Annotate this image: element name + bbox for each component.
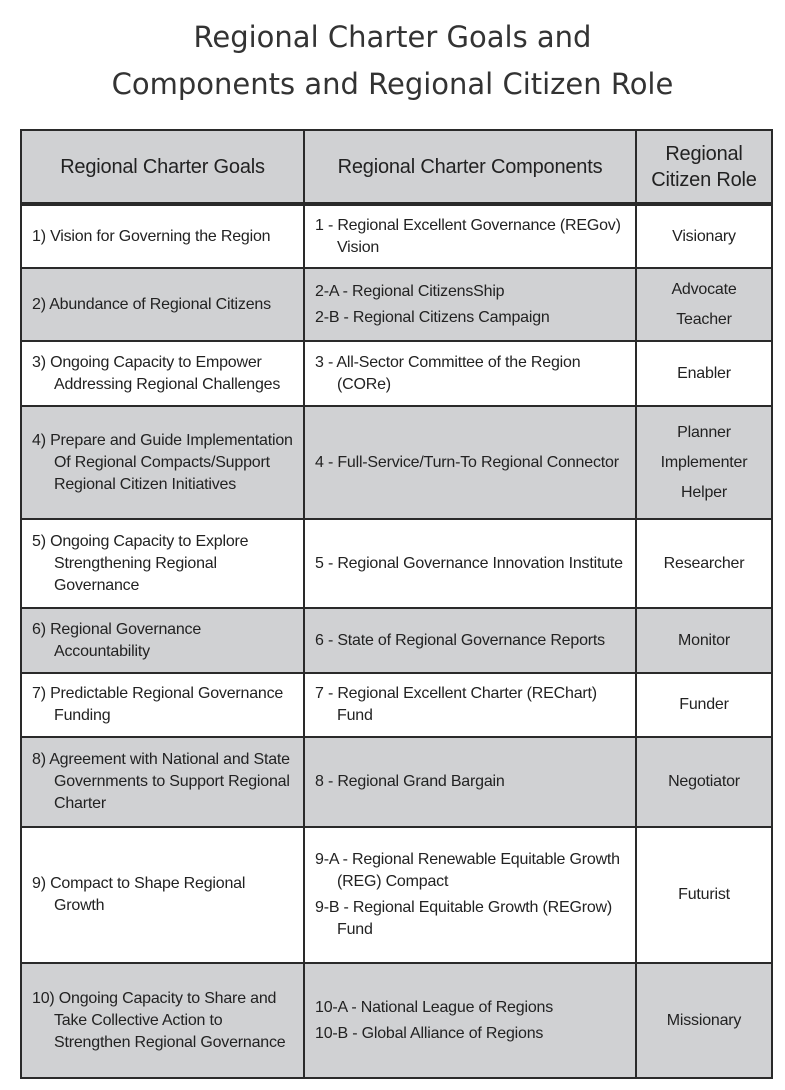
component-text: 9-A - Regional Renewable Equitable Growth (REG) Compact: [315, 851, 620, 890]
role-cell: [636, 268, 772, 341]
component-text: 1 - Regional Excellent Governance (REGov) Vision: [315, 216, 621, 256]
component-text: 8 - Regional Grand Bargain: [315, 773, 505, 790]
table-row: [21, 737, 772, 827]
goal-text: 5) Ongoing Capacity to Explore Strengthening Regional Governance: [32, 532, 249, 594]
component-cell: [304, 963, 636, 1078]
role-cell: [636, 204, 772, 268]
component-cell: [304, 519, 636, 608]
role-cell: [636, 341, 772, 406]
component-cell: [304, 268, 636, 341]
goal-text: 10) Ongoing Capacity to Share and Take Collective Action to Strengthen Regional Governance: [32, 989, 286, 1051]
component-text: 10-B - Global Alliance of Regions: [315, 1024, 544, 1042]
role-text: Visionary: [672, 227, 736, 245]
table-row: [21, 204, 772, 268]
goal-cell: [21, 341, 304, 406]
role-text: Researcher: [663, 554, 745, 572]
table-row: [21, 608, 772, 673]
goal-text: 7) Predictable Regional Governance Funding: [32, 685, 284, 724]
role-text: Missionary: [666, 1011, 742, 1029]
component-text: 7 - Regional Excellent Charter (REChart) Fund: [315, 685, 597, 724]
title-line-2: Components and Regional Citizen Role: [111, 67, 674, 101]
role-cell: [636, 519, 772, 608]
component-cell: [304, 673, 636, 737]
table-row: [21, 406, 772, 519]
table-row: [21, 519, 772, 608]
goal-text: 4) Prepare and Guide Implementation Of Regional Compacts/Support Regional Citizen Initiatives: [32, 431, 293, 493]
component-cell: [304, 827, 636, 963]
role-text: Helper: [681, 483, 727, 501]
goal-text: 2) Abundance of Regional Citizens: [32, 295, 271, 313]
goal-text: 9) Compact to Shape Regional Growth: [32, 875, 246, 914]
table-row: [21, 963, 772, 1078]
role-cell: [636, 737, 772, 827]
table-row: [21, 268, 772, 341]
component-text: 5 - Regional Governance Innovation Institute: [315, 554, 623, 572]
component-text: 9-B - Regional Equitable Growth (REGrow) Fund: [315, 899, 613, 938]
role-text: Advocate: [671, 280, 737, 298]
component-text: 6 - State of Regional Governance Reports: [315, 631, 605, 649]
header-components: Regional Charter Components: [304, 130, 636, 204]
role-text: Futurist: [678, 886, 730, 903]
page-title: [0, 14, 785, 108]
component-cell: [304, 406, 636, 519]
table-row: [21, 341, 772, 406]
component-cell: [304, 341, 636, 406]
role-text: Enabler: [677, 364, 731, 382]
role-text: Planner: [677, 423, 731, 441]
role-text: Negotiator: [668, 773, 740, 790]
role-cell: [636, 608, 772, 673]
component-text: 10-A - National League of Regions: [315, 998, 554, 1016]
goal-text: 6) Regional Governance Accountability: [32, 620, 202, 660]
role-cell: [636, 827, 772, 963]
goal-text: 8) Agreement with National and State Governments to Support Regional Charter: [32, 751, 290, 812]
component-text: 2-A - Regional CitizensShip: [315, 282, 505, 300]
header-row: [21, 130, 772, 204]
goal-cell: [21, 827, 304, 963]
goal-cell: [21, 204, 304, 268]
role-text: Implementer: [660, 453, 748, 471]
role-cell: [636, 406, 772, 519]
goal-cell: [21, 406, 304, 519]
title-line-1: Regional Charter Goals and: [193, 20, 592, 54]
role-text: Teacher: [676, 310, 732, 328]
goal-text: 1) Vision for Governing the Region: [32, 227, 271, 245]
header-role: Regional Citizen Role: [636, 130, 772, 204]
role-text: Monitor: [678, 631, 730, 649]
component-cell: [304, 737, 636, 827]
role-text: Funder: [679, 696, 729, 713]
goal-text: 3) Ongoing Capacity to Empower Addressing Regional Challenges: [32, 353, 281, 393]
table-row: [21, 827, 772, 963]
goal-cell: [21, 963, 304, 1078]
role-cell: [636, 963, 772, 1078]
goal-cell: [21, 673, 304, 737]
goal-cell: [21, 268, 304, 341]
component-text: 4 - Full-Service/Turn-To Regional Connector: [315, 453, 619, 471]
goal-cell: [21, 737, 304, 827]
component-cell: [304, 608, 636, 673]
goal-cell: [21, 519, 304, 608]
role-cell: [636, 673, 772, 737]
charter-table: [20, 129, 773, 1079]
goal-cell: [21, 608, 304, 673]
header-goals: Regional Charter Goals: [21, 130, 304, 204]
component-text: 2-B - Regional Citizens Campaign: [315, 308, 550, 326]
table-row: [21, 673, 772, 737]
component-text: 3 - All-Sector Committee of the Region (CORe): [315, 353, 581, 393]
component-cell: [304, 204, 636, 268]
